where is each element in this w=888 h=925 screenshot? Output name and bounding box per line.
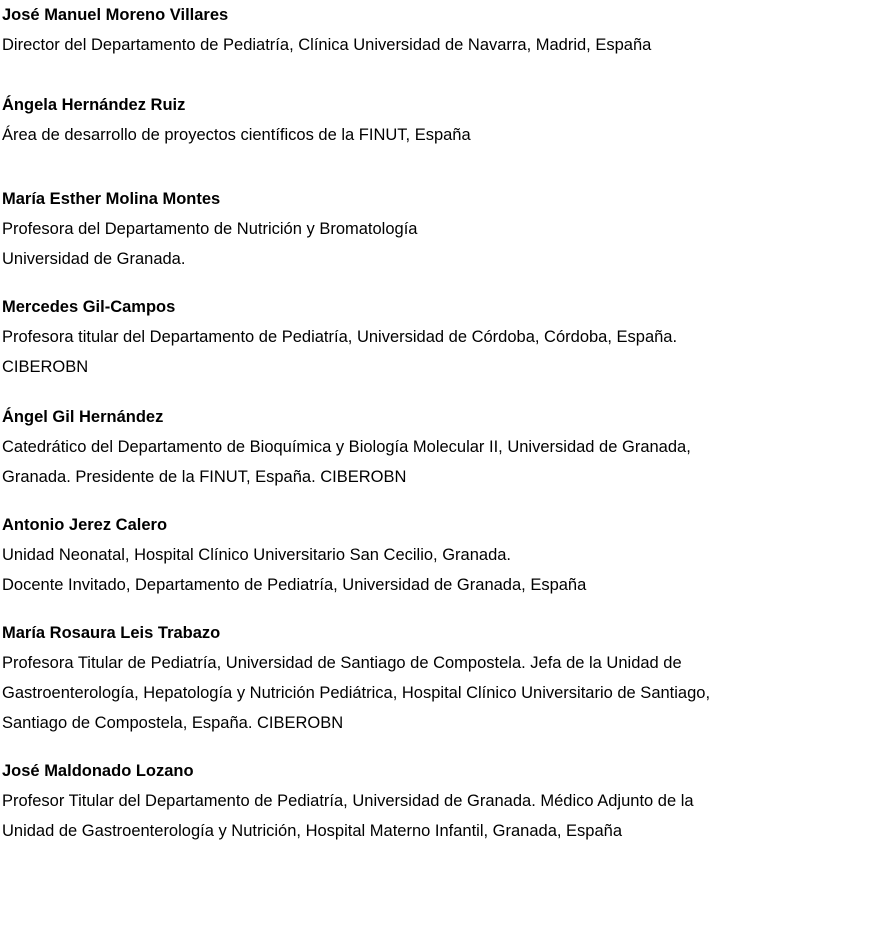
contributor-affiliation-line: Catedrático del Departamento de Bioquímica y Biología Molecular II, Universidad de Granada, xyxy=(2,438,691,456)
contributor-entry xyxy=(2,0,886,60)
contributor-affiliation-line: Área de desarrollo de proyectos científicos de la FINUT, España xyxy=(2,126,471,144)
contributor-name: Mercedes Gil-Campos xyxy=(2,298,176,316)
contributor-affiliation-line: Unidad de Gastroenterología y Nutrición, Hospital Materno Infantil, Granada, España xyxy=(2,822,623,840)
contributor-affiliation-line: Profesora del Departamento de Nutrición y Bromatología xyxy=(2,220,418,238)
contributor-name: María Rosaura Leis Trabazo xyxy=(2,624,221,642)
contributor-affiliation-line: Profesora Titular de Pediatría, Universidad de Santiago de Compostela. Jefa de la Unidad de xyxy=(2,654,682,672)
contributor-affiliation-line: Director del Departamento de Pediatría, Clínica Universidad de Navarra, Madrid, España xyxy=(2,36,652,54)
contributor-entry xyxy=(2,510,886,600)
contributor-affiliation-line: Gastroenterología, Hepatología y Nutrición Pediátrica, Hospital Clínico Universitario de Santiago, xyxy=(2,684,711,702)
contributor-entry xyxy=(2,184,886,274)
contributor-affiliation-line: Unidad Neonatal, Hospital Clínico Universitario San Cecilio, Granada. xyxy=(2,546,512,564)
contributor-affiliation-line: Profesora titular del Departamento de Pediatría, Universidad de Córdoba, Córdoba, España. xyxy=(2,328,678,346)
contributor-affiliation-line: CIBEROBN xyxy=(2,358,89,376)
contributor-affiliation-line: Granada. Presidente de la FINUT, España. CIBEROBN xyxy=(2,468,407,486)
contributor-name: José Maldonado Lozano xyxy=(2,762,194,780)
contributor-entry xyxy=(2,292,886,382)
contributor-entry xyxy=(2,618,886,738)
contributor-name: Antonio Jerez Calero xyxy=(2,516,168,534)
contributor-affiliation-line: Santiago de Compostela, España. CIBEROBN xyxy=(2,714,344,732)
contributor-name: José Manuel Moreno Villares xyxy=(2,6,229,24)
contributor-name: Ángel Gil Hernández xyxy=(2,408,164,426)
contributor-affiliation-line: Universidad de Granada. xyxy=(2,250,186,268)
contributor-entry xyxy=(2,90,886,150)
contributor-entry xyxy=(2,402,886,492)
contributor-affiliation-line: Docente Invitado, Departamento de Pediatría, Universidad de Granada, España xyxy=(2,576,587,594)
contributor-affiliation-line: Profesor Titular del Departamento de Pediatría, Universidad de Granada. Médico Adjunto de la xyxy=(2,792,694,810)
contributor-name: María Esther Molina Montes xyxy=(2,190,221,208)
contributor-entry xyxy=(2,756,886,846)
contributor-name: Ángela Hernández Ruiz xyxy=(2,96,186,114)
